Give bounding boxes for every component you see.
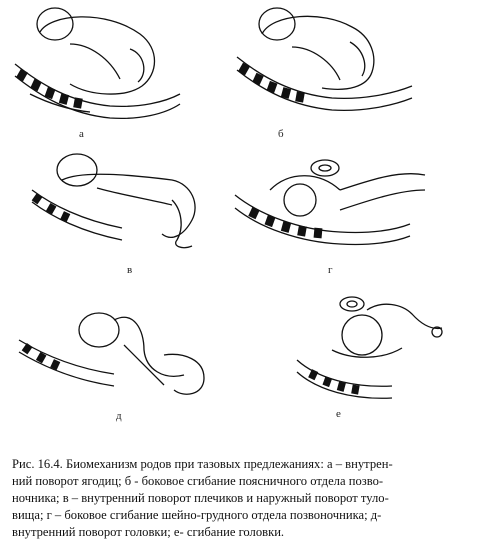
fetus-illustration-a [10,4,210,124]
figure-panel-g [230,150,430,270]
panel-label-g: г [328,264,333,276]
figure-panel-a [10,4,210,124]
panel-label-e: е [336,408,341,420]
figure-panel-b [232,2,432,122]
figure-panel-d [14,290,214,410]
fetus-illustration-g [230,150,430,270]
panel-label-a: а [79,128,84,140]
figure-caption [12,456,490,541]
figure-panel-e [292,290,452,410]
panel-label-v: в [127,264,133,276]
fetus-illustration-e [292,290,452,410]
fetus-illustration-v [22,150,222,270]
panel-label-b: б [278,128,284,140]
fetus-illustration-d [14,290,214,410]
caption-line: ний поворот ягодиц; б - боковое сгибание поясничного отдела позво- [12,474,384,488]
caption-line: ночника; в – внутренний поворот плечиков и наружный поворот туло- [12,491,389,505]
panel-label-d: д [116,410,122,422]
caption-line: вища; г – боковое сгибание шейно-грудного отдела позвоночника; д- [12,508,382,522]
fetus-illustration-b [232,2,432,122]
caption-line: внутренний поворот головки; е- сгибание головки. [12,525,285,539]
figure-panel-v [22,150,222,270]
caption-line: Рис. 16.4. Биомеханизм родов при тазовых предлежаниях: а – внутрен- [12,457,393,471]
